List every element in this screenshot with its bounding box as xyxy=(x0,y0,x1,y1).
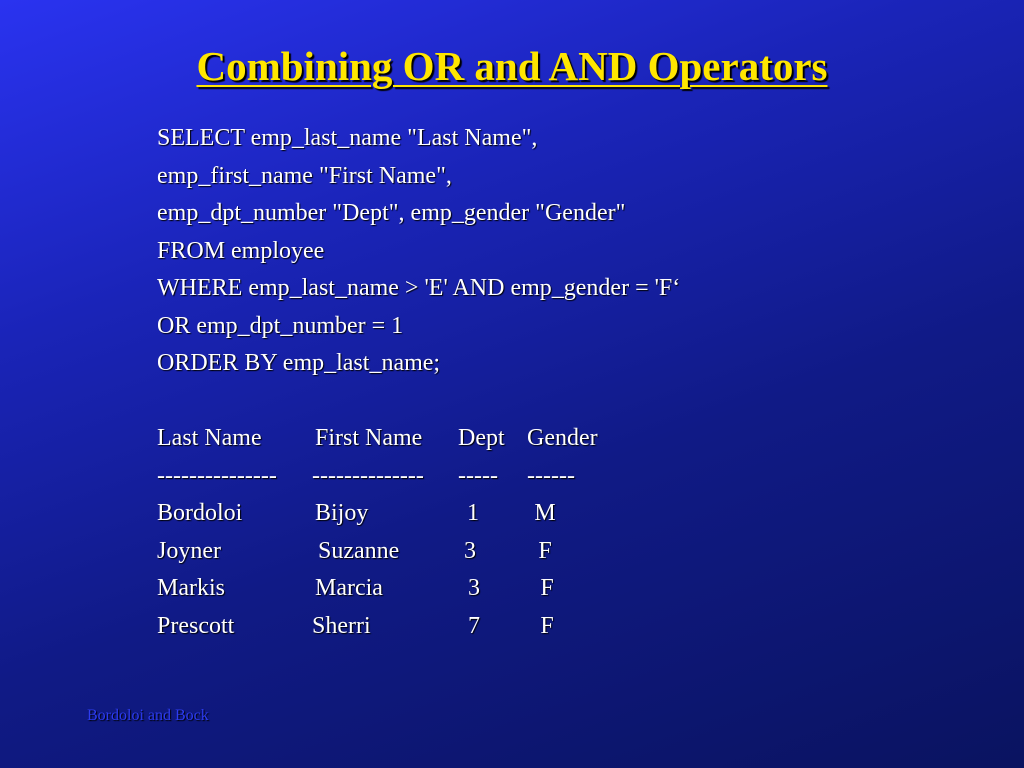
sql-line: FROM employee xyxy=(157,237,325,264)
cell-gender: M xyxy=(534,500,556,526)
result-header-row xyxy=(157,420,977,458)
cell-first-name: Suzanne xyxy=(318,537,400,564)
cell-dept: 3 xyxy=(464,537,476,564)
table-row xyxy=(157,570,977,608)
sql-line: OR emp_dpt_number = 1 xyxy=(157,312,404,339)
slide-title: Combining OR and AND Operators xyxy=(196,43,828,89)
cell-dept: 7 xyxy=(468,612,480,639)
cell-dept: 3 xyxy=(468,575,480,601)
cell-last-name: Joyner xyxy=(157,537,221,564)
separator: -------------- xyxy=(312,462,424,489)
header-dept: Dept xyxy=(458,425,505,451)
header-gender: Gender xyxy=(527,425,598,451)
cell-first-name: Marcia xyxy=(315,575,383,601)
cell-gender: F xyxy=(540,575,554,601)
cell-gender: F xyxy=(540,612,554,639)
sql-line: emp_first_name "First Name", xyxy=(157,162,452,189)
sql-line: emp_dpt_number "Dept", emp_gender "Gender" xyxy=(157,200,626,226)
result-separator-row xyxy=(157,458,977,496)
slide-body xyxy=(157,120,977,645)
cell-first-name: Sherri xyxy=(312,612,371,639)
table-row xyxy=(157,533,977,571)
separator: --------------- xyxy=(157,462,277,489)
table-row xyxy=(157,495,977,533)
header-first-name: First Name xyxy=(315,425,423,451)
separator: ----- xyxy=(458,462,498,489)
sql-line: ORDER BY emp_last_name; xyxy=(157,350,441,376)
cell-last-name: Prescott xyxy=(157,612,235,639)
separator: ------ xyxy=(527,462,575,489)
spacer xyxy=(157,383,977,421)
header-last-name: Last Name xyxy=(157,425,262,451)
footer-credit: Bordoloi and Bock xyxy=(87,707,209,724)
cell-last-name: Markis xyxy=(157,575,225,601)
sql-line: SELECT emp_last_name "Last Name", xyxy=(157,125,538,151)
sql-line: WHERE emp_last_name > 'E' AND emp_gender = 'F‘ xyxy=(157,275,681,301)
table-row xyxy=(157,608,977,646)
cell-first-name: Bijoy xyxy=(315,500,369,526)
cell-last-name: Bordoloi xyxy=(157,500,243,526)
cell-gender: F xyxy=(538,537,552,564)
cell-dept: 1 xyxy=(467,500,479,526)
